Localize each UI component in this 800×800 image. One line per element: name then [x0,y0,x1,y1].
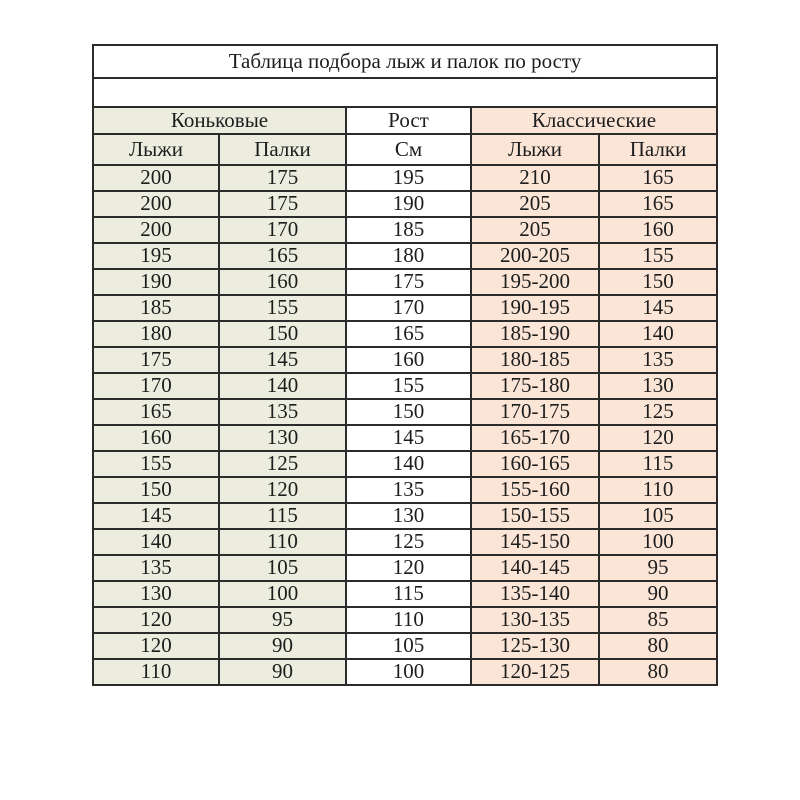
cell-classic-skis: 145-150 [471,529,599,555]
cell-skate-skis: 200 [93,217,219,243]
cell-height-cm: 195 [346,165,471,191]
cell-skate-poles: 175 [219,165,346,191]
cell-classic-poles: 135 [599,347,717,373]
cell-skate-skis: 140 [93,529,219,555]
cell-classic-skis: 205 [471,217,599,243]
table-row [93,191,717,217]
cell-classic-skis: 170-175 [471,399,599,425]
cell-skate-skis: 200 [93,191,219,217]
table-row [93,295,717,321]
cell-classic-skis: 190-195 [471,295,599,321]
cell-height-cm: 105 [346,633,471,659]
col-header-skate-poles: Палки [219,134,346,165]
table-row [93,477,717,503]
table-row [93,217,717,243]
table-row [93,581,717,607]
cell-classic-poles: 80 [599,659,717,685]
cell-skate-poles: 90 [219,633,346,659]
cell-classic-skis: 120-125 [471,659,599,685]
cell-height-cm: 160 [346,347,471,373]
cell-skate-skis: 175 [93,347,219,373]
cell-classic-skis: 200-205 [471,243,599,269]
cell-height-cm: 155 [346,373,471,399]
title-row [93,45,717,78]
cell-skate-skis: 135 [93,555,219,581]
cell-classic-poles: 130 [599,373,717,399]
cell-classic-poles: 145 [599,295,717,321]
cell-classic-skis: 135-140 [471,581,599,607]
table-body [93,165,717,685]
cell-skate-skis: 170 [93,373,219,399]
group-header-row [93,107,717,134]
cell-skate-skis: 195 [93,243,219,269]
cell-classic-skis: 125-130 [471,633,599,659]
table-title: Таблица подбора лыж и палок по росту [93,45,717,78]
table-row [93,165,717,191]
cell-skate-skis: 150 [93,477,219,503]
cell-skate-skis: 185 [93,295,219,321]
cell-classic-poles: 120 [599,425,717,451]
cell-classic-poles: 90 [599,581,717,607]
cell-skate-skis: 155 [93,451,219,477]
cell-classic-poles: 115 [599,451,717,477]
table-row [93,451,717,477]
group-header-skate: Коньковые [93,107,346,134]
table-row [93,659,717,685]
cell-classic-poles: 85 [599,607,717,633]
table-row [93,555,717,581]
col-header-classic-poles: Палки [599,134,717,165]
cell-skate-skis: 165 [93,399,219,425]
cell-height-cm: 145 [346,425,471,451]
cell-height-cm: 130 [346,503,471,529]
cell-skate-poles: 95 [219,607,346,633]
cell-height-cm: 170 [346,295,471,321]
cell-skate-poles: 100 [219,581,346,607]
cell-skate-poles: 160 [219,269,346,295]
table-row [93,243,717,269]
cell-height-cm: 125 [346,529,471,555]
cell-skate-poles: 90 [219,659,346,685]
cell-height-cm: 140 [346,451,471,477]
table-row [93,633,717,659]
cell-classic-poles: 160 [599,217,717,243]
cell-height-cm: 185 [346,217,471,243]
cell-skate-poles: 145 [219,347,346,373]
cell-skate-skis: 145 [93,503,219,529]
cell-skate-skis: 120 [93,607,219,633]
cell-height-cm: 190 [346,191,471,217]
col-header-classic-skis: Лыжи [471,134,599,165]
cell-classic-skis: 150-155 [471,503,599,529]
table-header-section [93,45,717,165]
cell-classic-skis: 195-200 [471,269,599,295]
table-row [93,607,717,633]
cell-classic-skis: 165-170 [471,425,599,451]
cell-classic-skis: 155-160 [471,477,599,503]
cell-classic-poles: 155 [599,243,717,269]
cell-height-cm: 180 [346,243,471,269]
cell-classic-poles: 95 [599,555,717,581]
table-row [93,399,717,425]
cell-skate-skis: 120 [93,633,219,659]
cell-skate-poles: 115 [219,503,346,529]
cell-skate-poles: 130 [219,425,346,451]
table-row [93,503,717,529]
cell-skate-poles: 175 [219,191,346,217]
cell-classic-skis: 185-190 [471,321,599,347]
cell-classic-skis: 180-185 [471,347,599,373]
cell-classic-poles: 165 [599,165,717,191]
cell-height-cm: 120 [346,555,471,581]
cell-classic-poles: 80 [599,633,717,659]
cell-height-cm: 165 [346,321,471,347]
cell-skate-poles: 135 [219,399,346,425]
col-header-height-cm: См [346,134,471,165]
spacer-cell [93,78,717,107]
cell-skate-poles: 125 [219,451,346,477]
cell-skate-skis: 110 [93,659,219,685]
cell-classic-poles: 105 [599,503,717,529]
column-header-row [93,134,717,165]
cell-skate-skis: 160 [93,425,219,451]
cell-skate-poles: 140 [219,373,346,399]
table-row [93,321,717,347]
cell-height-cm: 150 [346,399,471,425]
group-header-height: Рост [346,107,471,134]
table-row [93,347,717,373]
group-header-classic: Классические [471,107,717,134]
col-header-skate-skis: Лыжи [93,134,219,165]
cell-classic-poles: 100 [599,529,717,555]
cell-classic-skis: 130-135 [471,607,599,633]
cell-classic-skis: 210 [471,165,599,191]
cell-skate-poles: 165 [219,243,346,269]
cell-skate-poles: 150 [219,321,346,347]
ski-size-table [92,44,718,686]
cell-skate-skis: 180 [93,321,219,347]
cell-classic-poles: 140 [599,321,717,347]
cell-classic-skis: 160-165 [471,451,599,477]
table-row [93,425,717,451]
cell-skate-poles: 155 [219,295,346,321]
cell-classic-skis: 205 [471,191,599,217]
cell-skate-skis: 130 [93,581,219,607]
table-row [93,373,717,399]
cell-skate-poles: 105 [219,555,346,581]
cell-classic-poles: 150 [599,269,717,295]
cell-skate-skis: 190 [93,269,219,295]
cell-classic-skis: 140-145 [471,555,599,581]
cell-skate-poles: 120 [219,477,346,503]
cell-height-cm: 115 [346,581,471,607]
table-row [93,269,717,295]
spacer-row [93,78,717,107]
cell-height-cm: 100 [346,659,471,685]
cell-classic-poles: 165 [599,191,717,217]
cell-skate-skis: 200 [93,165,219,191]
cell-skate-poles: 170 [219,217,346,243]
cell-classic-skis: 175-180 [471,373,599,399]
cell-height-cm: 175 [346,269,471,295]
cell-classic-poles: 110 [599,477,717,503]
cell-height-cm: 110 [346,607,471,633]
table-row [93,529,717,555]
cell-classic-poles: 125 [599,399,717,425]
cell-height-cm: 135 [346,477,471,503]
cell-skate-poles: 110 [219,529,346,555]
